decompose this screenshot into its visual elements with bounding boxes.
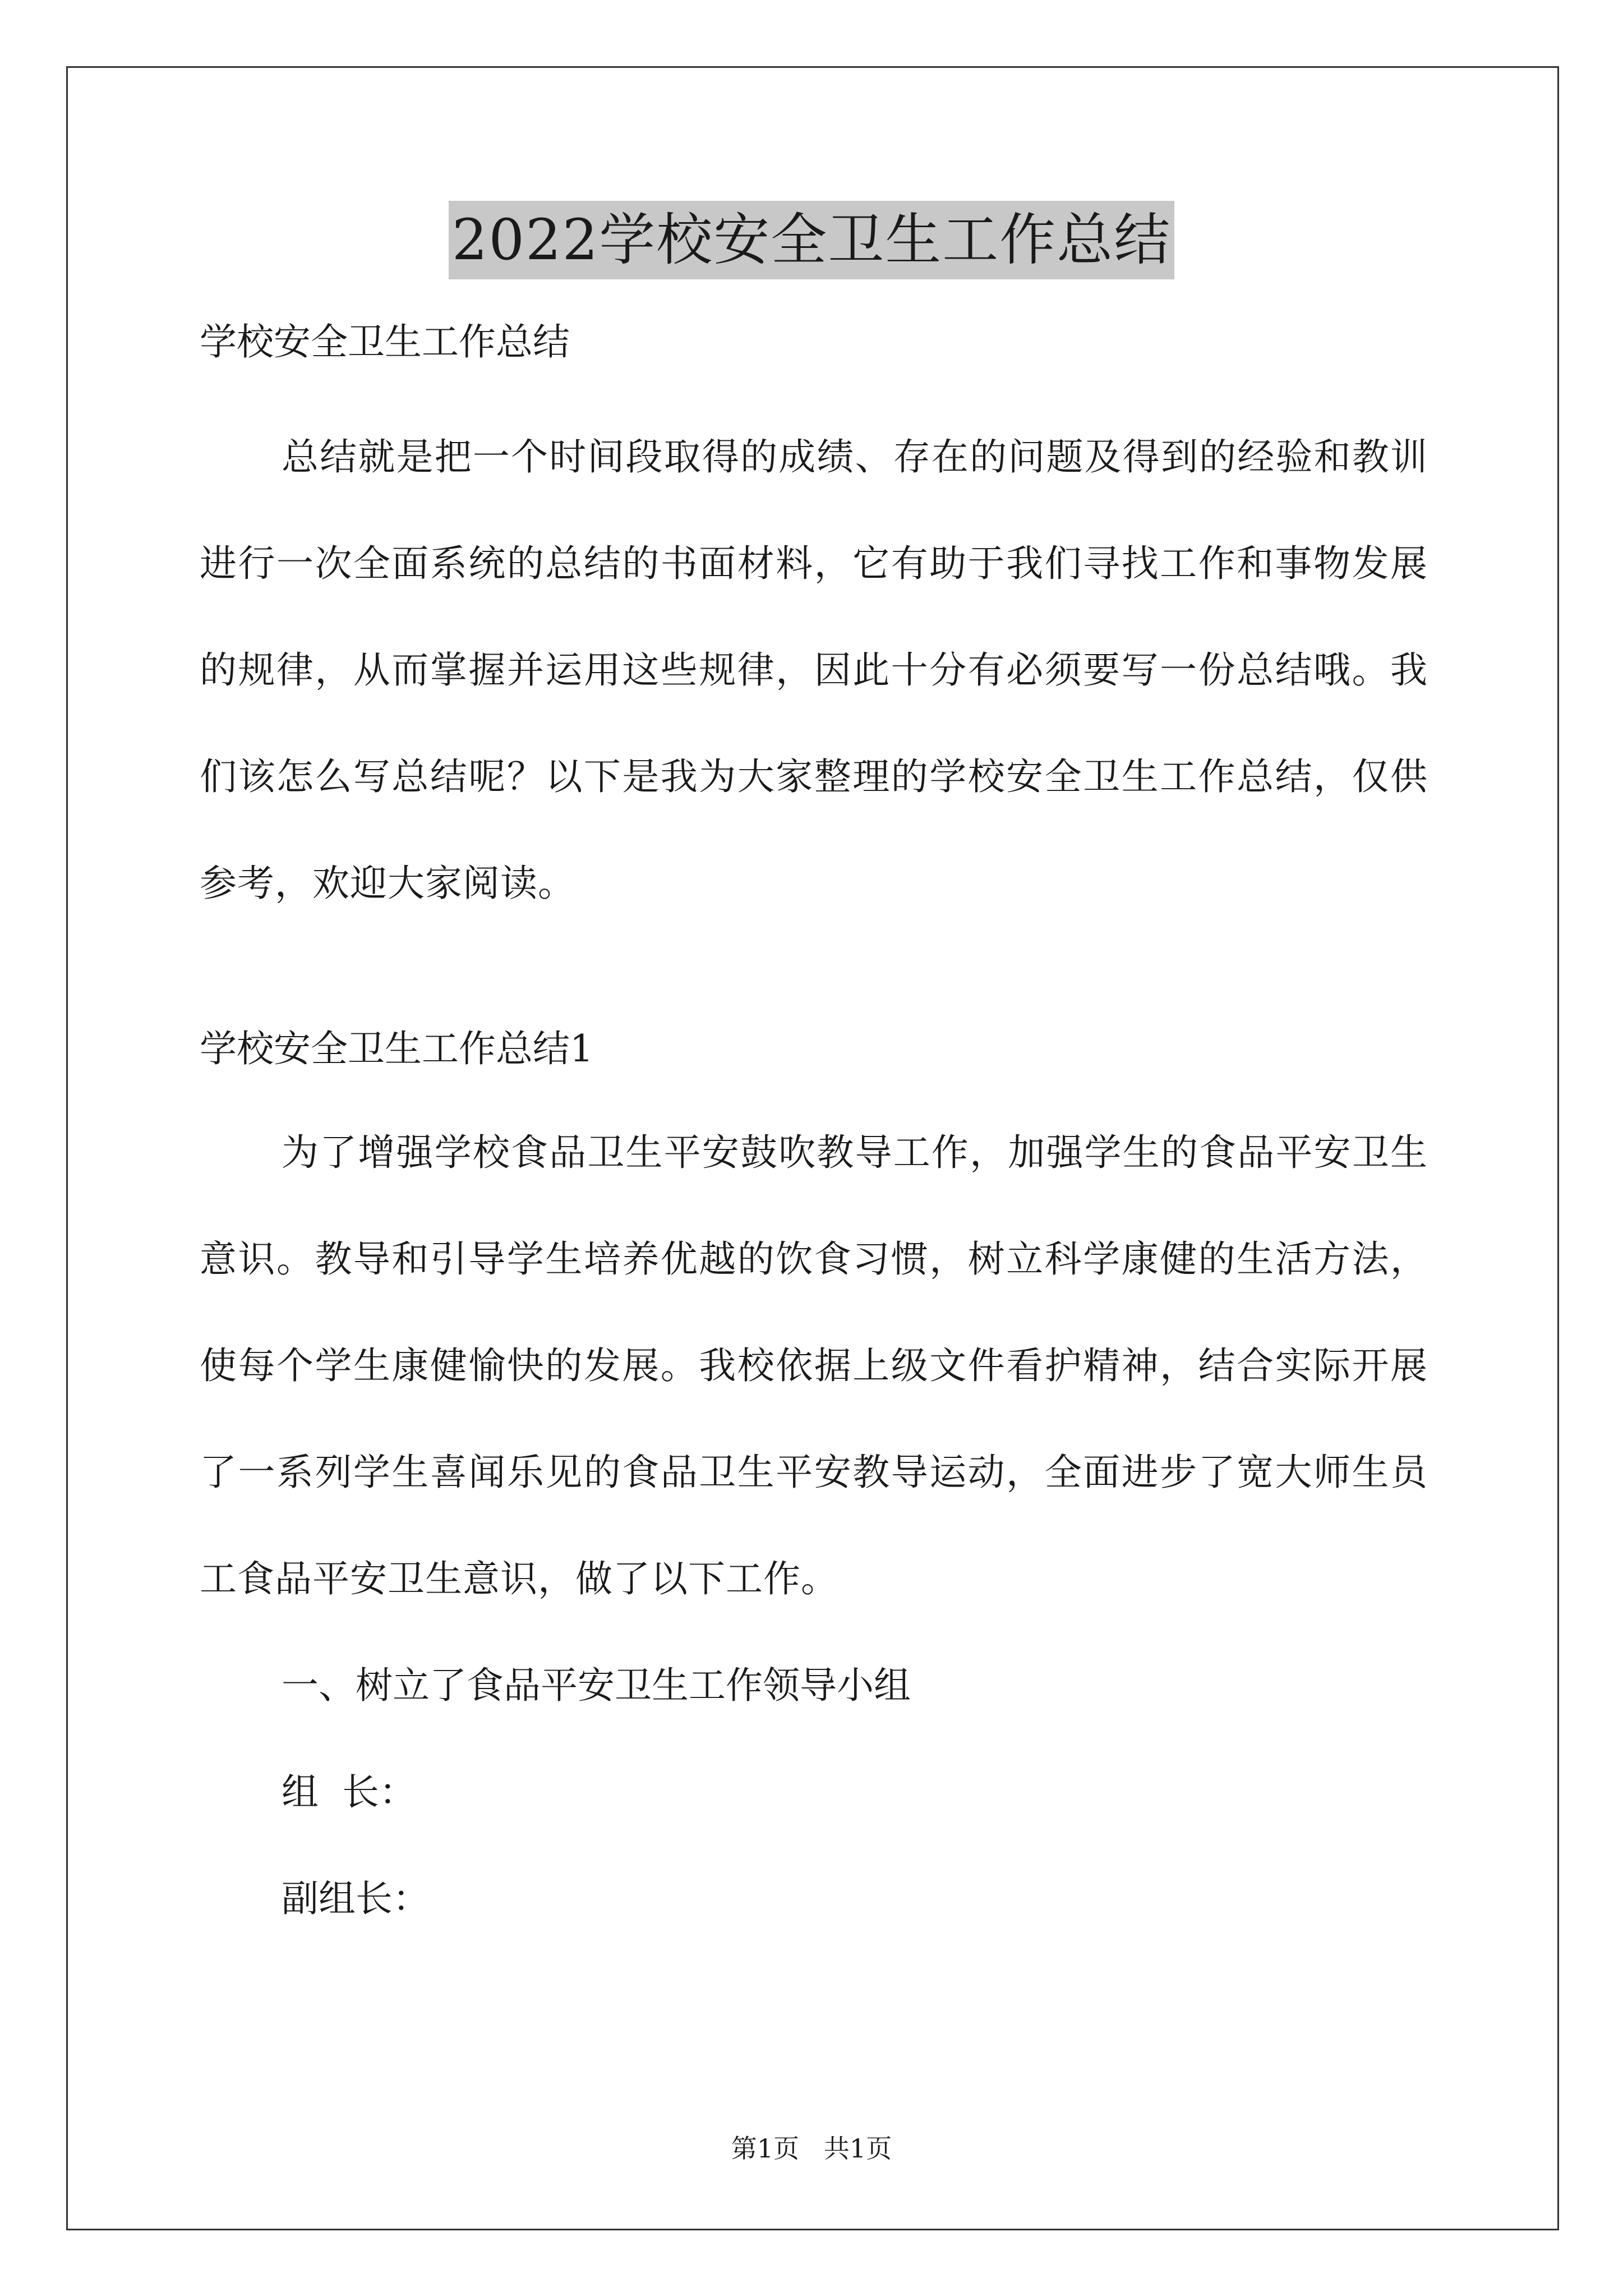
list-item-leadership-group: 一、树立了食品平安卫生工作领导小组 [282,1664,911,1707]
section-heading: 学校安全卫生工作总结1 [200,1027,593,1070]
section-paragraph: 为了增强学校食品卫生平安鼓吹教导工作，加强学生的食品平安卫生意识。教导和引导学生培养优越的饮食习惯，树立科学康健的生活方法，使每个学生康健愉快的发展。我校依据上级文件看护精神，结合实际开展了一系列学生喜闻乐见的食品卫生平安教导运动，全面进步了宽大师生员工食品平安卫生意识，做了以下工作。 [200,1131,1428,1600]
list-item-group-leader: 组 长： [282,1770,416,1814]
document-title: 2022学校安全卫生工作总结 [449,201,1175,279]
subtitle: 学校安全卫生工作总结 [200,320,570,364]
list-item-deputy-leader: 副组长： [282,1877,430,1920]
document-body [200,314,1428,1952]
intro-paragraph: 总结就是把一个时间段取得的成绩、存在的问题及得到的经验和教训进行一次全面系统的总结的书面材料，它有助于我们寻找工作和事物发展的规律，从而掌握并运用这些规律，因此十分有必须要写一份总结哦。我们该怎么写总结呢？以下是我为大家整理的学校安全卫生工作总结，仅供参考，欢迎大家阅读。 [200,435,1428,905]
title-container [0,201,1623,279]
page-footer: 第1页 共1页 [731,2133,892,2164]
